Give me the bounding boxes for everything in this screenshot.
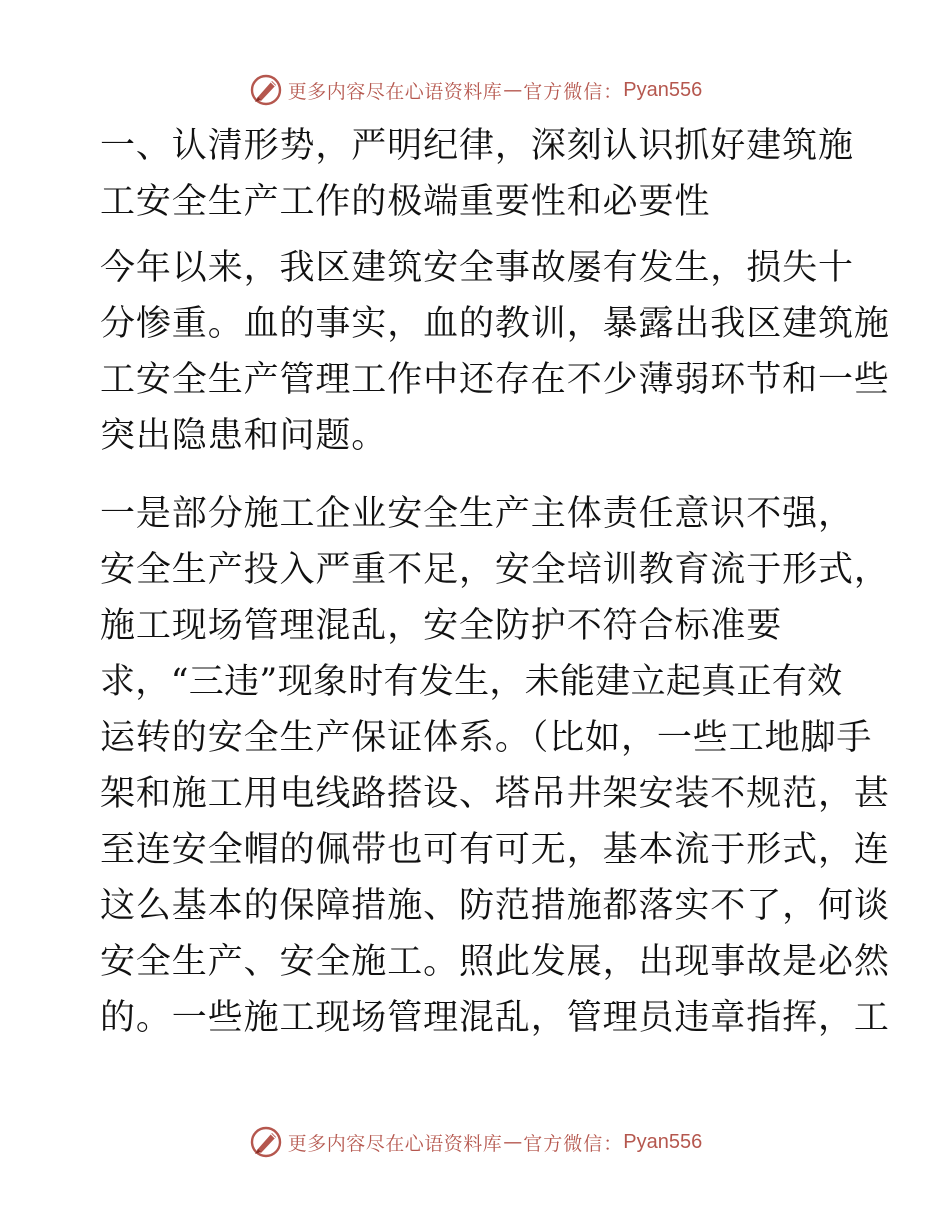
paragraph-line: 安全生产投入严重不足，安全培训教育流于形式， bbox=[100, 550, 890, 590]
paragraph-line: 施工现场管理混乱，安全防护不符合标准要 bbox=[100, 606, 783, 646]
watermark-dash: — bbox=[503, 1131, 523, 1153]
top-watermark-banner bbox=[0, 70, 950, 110]
paragraph-line: 分惨重。血的事实，血的教训，暴露出我区建筑施 bbox=[100, 304, 890, 344]
paragraph-line: 一是部分施工企业安全生产主体责任意识不强， bbox=[100, 494, 854, 534]
watermark-site-text: 更多内容尽在心语资料库 bbox=[287, 80, 503, 103]
heading-line: 工安全生产工作的极端重要性和必要性 bbox=[100, 182, 711, 222]
watermark-wechat-label: 官方微信： bbox=[523, 80, 624, 103]
document-body bbox=[100, 118, 890, 1046]
paragraph-line: 突出隐患和问题。 bbox=[100, 416, 388, 456]
paragraph-line: 至连安全帽的佩带也可有可无，基本流于形式，连 bbox=[100, 830, 890, 870]
paragraph-line: 运转的安全生产保证体系。（比如，一些工地脚手 bbox=[100, 718, 873, 758]
paragraph-line: 的。一些施工现场管理混乱，管理员违章指挥，工 bbox=[100, 998, 890, 1038]
paragraph-line: 安全生产、安全施工。照此发展，出现事故是必然 bbox=[100, 942, 890, 982]
pen-logo-icon bbox=[248, 72, 284, 108]
watermark-account: Pyan556 bbox=[623, 1130, 703, 1153]
watermark-dash: — bbox=[503, 79, 523, 101]
bottom-watermark-banner bbox=[0, 1122, 950, 1162]
section-heading bbox=[100, 118, 860, 230]
paragraph-line: 工安全生产管理工作中还存在不少薄弱环节和一些 bbox=[100, 360, 890, 400]
pen-logo-icon bbox=[248, 1124, 284, 1160]
watermark-wechat-label: 官方微信： bbox=[523, 1132, 624, 1155]
watermark-account: Pyan556 bbox=[623, 78, 703, 101]
paragraph-line: 这么基本的保障措施、防范措施都落实不了，何谈 bbox=[100, 886, 890, 926]
paragraph-line: 求，“三违”现象时有发生，未能建立起真正有效 bbox=[100, 662, 843, 702]
paragraph bbox=[100, 486, 890, 1046]
paragraph bbox=[100, 240, 890, 464]
heading-line: 一、认清形势，严明纪律，深刻认识抓好建筑施 bbox=[100, 126, 854, 166]
paragraph-line: 架和施工用电线路搭设、塔吊井架安装不规范，甚 bbox=[100, 774, 890, 814]
paragraph-line: 今年以来，我区建筑安全事故屡有发生，损失十 bbox=[100, 248, 854, 288]
watermark-site-text: 更多内容尽在心语资料库 bbox=[287, 1132, 503, 1155]
